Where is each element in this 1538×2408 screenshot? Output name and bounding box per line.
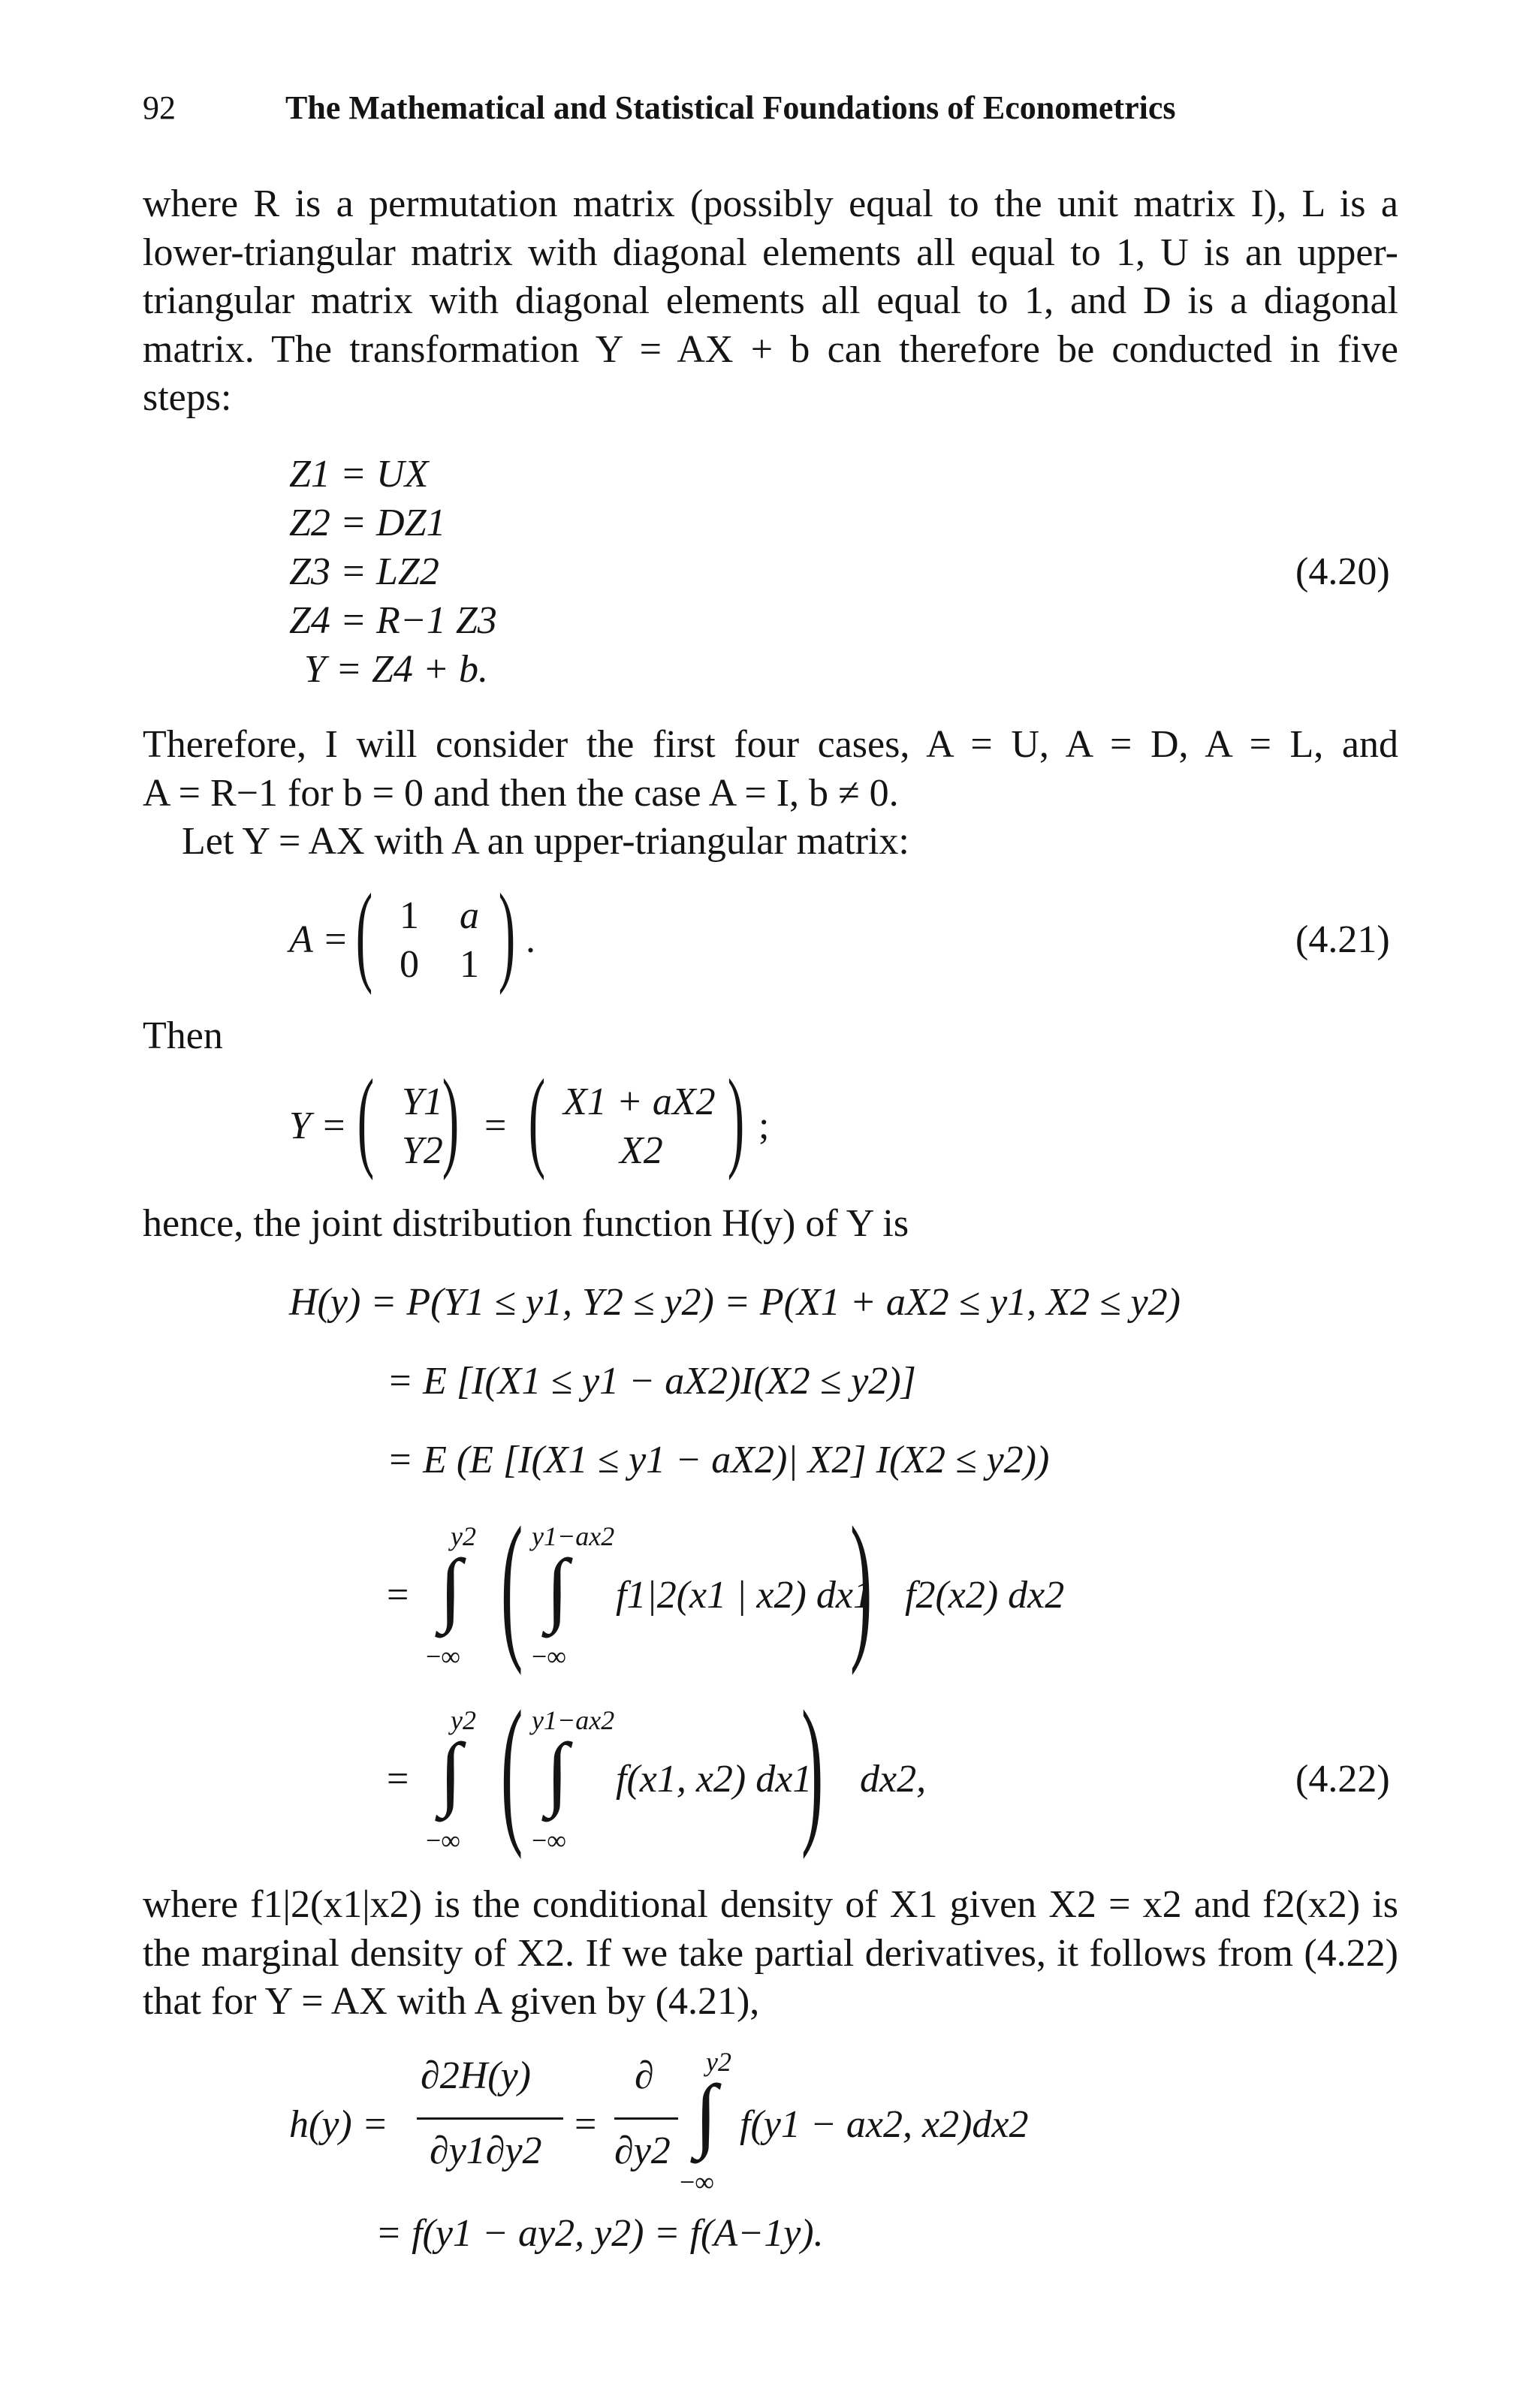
text-line: Therefore, I will consider the first four cases, A = U, A = D, A = L, and (143, 723, 1398, 766)
left-paren: ( (500, 1677, 523, 1860)
right-paren: ) (727, 1056, 745, 1181)
eq-sign: = (387, 1574, 409, 1617)
integral-upper-limit: y2 (706, 2047, 731, 2077)
fraction-numerator: ∂2H(y) (421, 2054, 531, 2097)
eq-4-22-line3: = E (E [I(X1 ≤ y1 − aX2)| X2] I(X2 ≤ y2)) (387, 1439, 1050, 1481)
text-line: steps: (143, 376, 232, 419)
integral-sign: ∫ (439, 1542, 463, 1634)
left-paren: ( (500, 1493, 523, 1676)
eq-4-20-line3: Z3 = LZ2 (289, 550, 439, 593)
matrix-entry: 1 (400, 894, 419, 937)
text-line: matrix. The transformation Y = AX + b can therefore be conducted in five (143, 327, 1398, 371)
eq-y-lhs: Y = (289, 1105, 348, 1147)
eq-sign: = (387, 1758, 409, 1801)
eq-y-tail: ; (758, 1105, 770, 1147)
matrix-entry: 1 (460, 943, 479, 986)
eq-h-lhs: h(y) = (289, 2103, 388, 2146)
fraction-denominator: ∂y1∂y2 (430, 2129, 542, 2172)
integral-sign: ∫ (439, 1726, 463, 1818)
integral-upper-limit: y2 (451, 1705, 476, 1735)
text-line: triangular matrix with diagonal elements all equal to 1, and D is a diagonal (143, 279, 1398, 322)
vector-entry: Y2 (402, 1129, 443, 1172)
text-hence: hence, the joint distribution function H(y) of Y is (143, 1202, 909, 1245)
integrand: f(x1, x2) dx1 (616, 1758, 813, 1801)
text-line: Let Y = AX with A an upper-triangular matrix: (182, 820, 909, 863)
matrix-entry: 0 (400, 943, 419, 986)
text-line: where R is a permutation matrix (possibly equal to the unit matrix I), L is a (143, 182, 1398, 225)
text-line: that for Y = AX with A given by (4.21), (143, 1980, 760, 2023)
text-line: lower-triangular matrix with diagonal elements all equal to 1, U is an upper- (143, 231, 1398, 274)
fraction-bar (614, 2117, 678, 2120)
equation-number-4-22: (4.22) (1295, 1758, 1390, 1801)
fraction-bar (417, 2117, 563, 2120)
integral-lower-limit: −∞ (680, 2167, 714, 2197)
integral-upper-limit: y1−ax2 (532, 1705, 615, 1735)
eq-4-22-line1: H(y) = P(Y1 ≤ y1, Y2 ≤ y2) = P(X1 + aX2 ≤ y1, X2 ≤ y2) (289, 1281, 1181, 1324)
text-line: the marginal density of X2. If we take partial derivatives, it follows from (4.22) (143, 1931, 1398, 1975)
left-paren: ( (355, 871, 373, 996)
text-then: Then (143, 1014, 223, 1057)
right-paren: ) (442, 1056, 460, 1181)
matrix-entry: a (460, 894, 479, 937)
eq-4-21-lhs: A = (289, 918, 348, 961)
eq-4-20-line2: Z2 = DZ1 (289, 502, 446, 544)
vector-entry: Y1 (402, 1080, 443, 1123)
fraction-denominator: ∂y2 (614, 2129, 671, 2172)
integral-lower-limit: −∞ (532, 1825, 566, 1855)
paragraph-conditional-density (143, 1881, 1398, 2027)
integral-lower-limit: −∞ (426, 1825, 460, 1855)
integrand: f(y1 − ax2, x2)dx2 (740, 2103, 1029, 2146)
eq-4-20-line1: Z1 = UX (289, 453, 429, 496)
integrand: f1|2(x1 | x2) dx1 (616, 1574, 873, 1617)
integral-upper-limit: y2 (451, 1521, 476, 1551)
fraction-numerator: ∂ (635, 2054, 654, 2097)
page-number: 92 (143, 89, 176, 126)
integral-upper-limit: y1−ax2 (532, 1521, 615, 1551)
eq-4-20-line4: Z4 = R−1 Z3 (289, 599, 497, 642)
text-line: A = R−1 for b = 0 and then the case A = I, b ≠ 0. (143, 771, 899, 815)
text-line: where f1|2(x1|x2) is the conditional density of X1 given X2 = x2 and f2(x2) is (143, 1883, 1398, 1926)
integral-lower-limit: −∞ (532, 1641, 566, 1671)
equation-number-4-21: (4.21) (1295, 918, 1390, 961)
right-paren: ) (849, 1493, 873, 1676)
eq-4-21-tail: . (526, 918, 535, 961)
integrand-outer: f2(x2) dx2 (905, 1574, 1065, 1617)
vector-entry: X2 (620, 1129, 663, 1172)
eq-4-22-line2: = E [I(X1 ≤ y1 − aX2)I(X2 ≤ y2)] (387, 1360, 916, 1403)
integral-sign: ∫ (546, 1726, 569, 1818)
integrand-outer: dx2, (860, 1758, 927, 1801)
paragraph-intro (143, 180, 1398, 423)
eq-sign: = (484, 1105, 507, 1147)
eq-4-20-line5: Y = Z4 + b. (304, 648, 489, 691)
eq-h-line2: = f(y1 − ay2, y2) = f(A−1y). (375, 2212, 824, 2255)
eq-sign: = (574, 2103, 597, 2146)
paragraph-cases (143, 721, 1398, 866)
left-paren: ( (528, 1056, 546, 1181)
integral-sign: ∫ (546, 1542, 569, 1634)
integral-lower-limit: −∞ (426, 1641, 460, 1671)
right-paren: ) (801, 1677, 824, 1860)
vector-entry: X1 + aX2 (563, 1080, 716, 1123)
left-paren: ( (357, 1056, 375, 1181)
equation-number-4-20: (4.20) (1295, 550, 1390, 593)
right-paren: ) (498, 871, 516, 996)
integral-sign: ∫ (695, 2068, 718, 2159)
running-head-title: The Mathematical and Statistical Foundations of Econometrics (285, 89, 1176, 126)
